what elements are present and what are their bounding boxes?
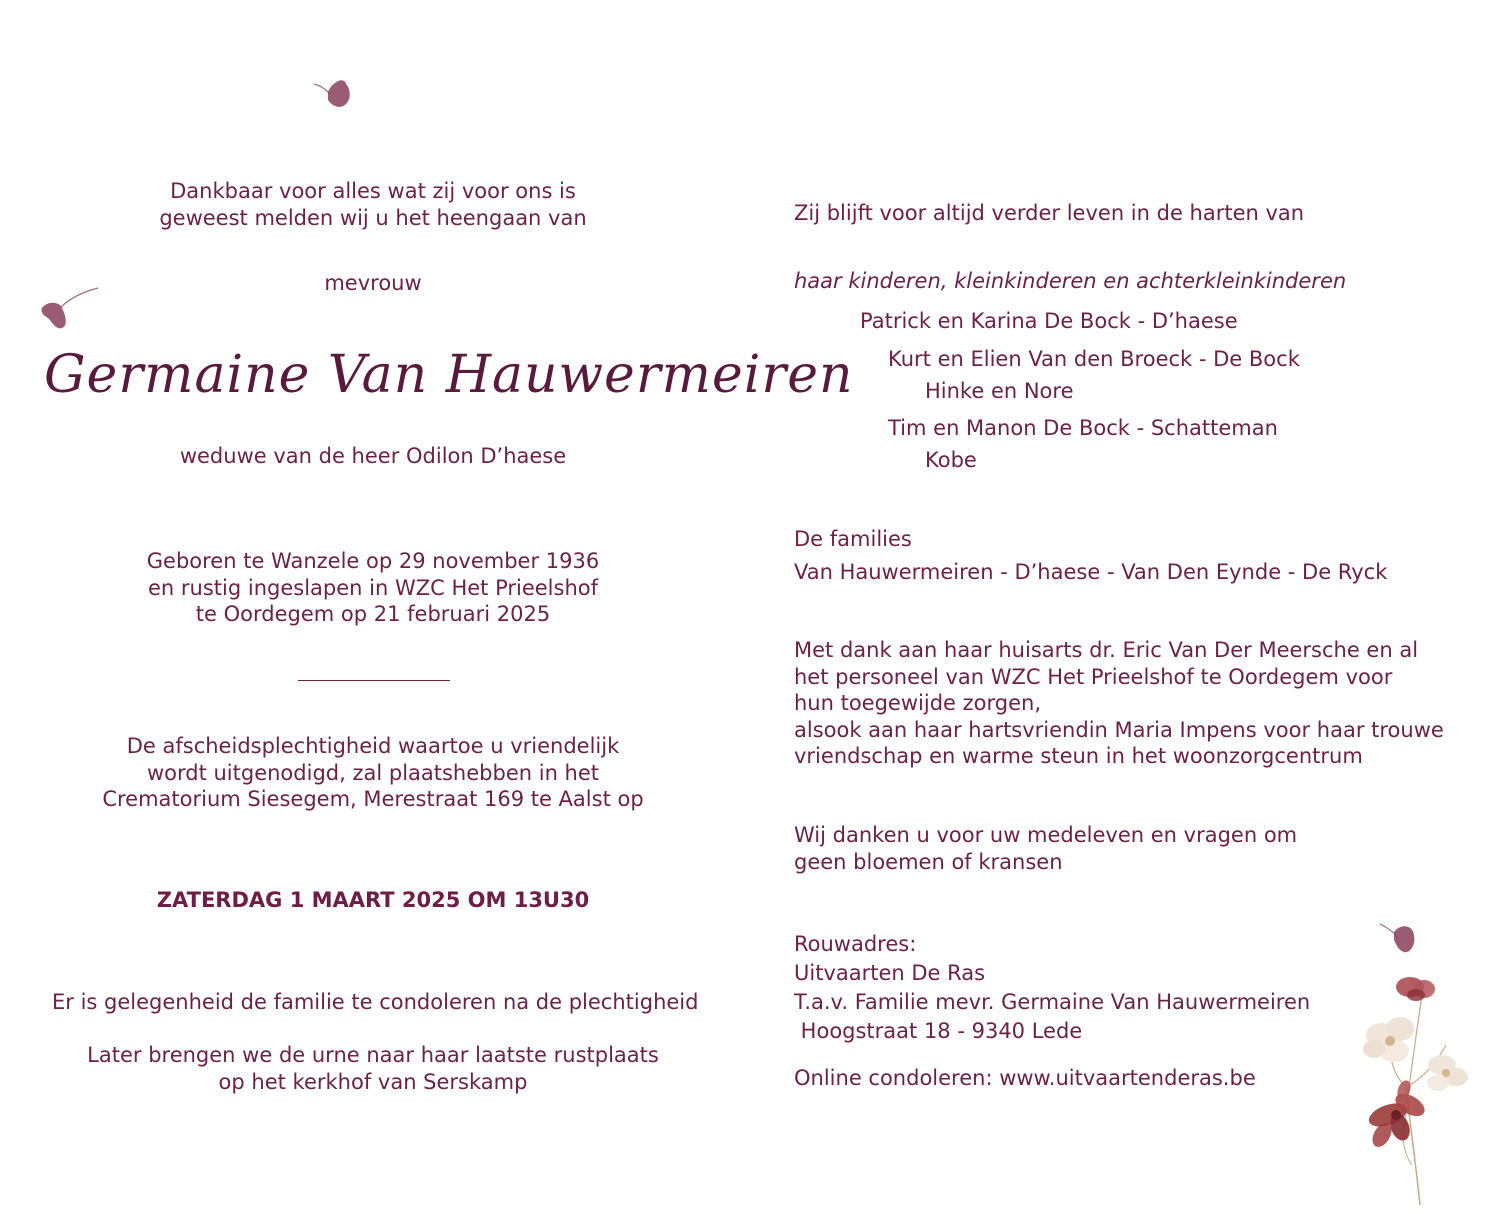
flowers-note: [794, 822, 1297, 875]
thanks-line: vriendschap en warme steun in het woonzorgcentrum: [794, 744, 1363, 768]
address-line: Hoogstraat 18 - 9340 Lede: [794, 1019, 1083, 1043]
title-prefix: mevrouw: [324, 271, 422, 295]
family-child: Patrick en Karina De Bock - D’haese: [860, 309, 1238, 333]
ceremony-line: De afscheidsplechtigheid waartoe u vriendelijk: [126, 734, 620, 758]
lives-on-text: Zij blijft voor altijd verder leven in de harten van: [794, 201, 1305, 225]
ceremony-line: Crematorium Siesegem, Merestraat 169 te Aalst op: [102, 787, 644, 811]
thanks-line: het personeel van WZC Het Prieelshof te Oordegem voor: [794, 664, 1393, 689]
intro-line: geweest melden wij u het heengaan van: [159, 205, 587, 230]
thanks-text: [794, 637, 1444, 770]
family-grandchild: Kurt en Elien Van den Broeck - De Bock: [888, 347, 1300, 371]
deceased-name: Germaine Van Hauwermeiren: [44, 345, 854, 405]
birth-death-text: [52, 548, 694, 628]
petal-icon: [1378, 920, 1420, 958]
petal-icon: [312, 76, 354, 112]
flower-bouquet-icon: [1360, 965, 1470, 1210]
birth-death-line: te Oordegem op 21 februari 2025: [195, 602, 551, 626]
address-line: Uitvaarten De Ras: [794, 961, 986, 985]
intro-line: Dankbaar voor alles wat zij voor ons is: [170, 179, 576, 203]
intro-text: [52, 178, 694, 231]
address-line: T.a.v. Familie mevr. Germaine Van Hauwermeiren: [794, 990, 1311, 1014]
birth-death-line: Geboren te Wanzele op 29 november 1936: [146, 549, 600, 573]
condolence-note: Er is gelegenheid de familie te condoleren na de plechtigheid: [52, 990, 699, 1014]
divider-line: [298, 680, 450, 681]
thanks-line: alsook aan haar hartsvriendin Maria Impens voor haar trouwe: [794, 717, 1444, 742]
ceremony-text: [52, 733, 694, 813]
ceremony-datetime: ZATERDAG 1 MAART 2025 OM 13U30: [156, 888, 590, 912]
online-condolence-link[interactable]: Online condoleren: www.uitvaartenderas.be: [794, 1066, 1256, 1090]
birth-death-line: en rustig ingeslapen in WZC Het Prieelshof: [148, 575, 598, 600]
ceremony-line: wordt uitgenodigd, zal plaatshebben in het: [146, 760, 600, 785]
mourning-address: [794, 930, 1310, 1046]
families-label: De families: [794, 527, 912, 551]
family-grandchild: Tim en Manon De Bock - Schatteman: [888, 416, 1278, 440]
urn-note-line: Later brengen we de urne naar haar laatste rustplaats: [87, 1043, 659, 1067]
address-line: Rouwadres:: [794, 932, 917, 956]
families-names: Van Hauwermeiren - D’haese - Van Den Eynde - De Ryck: [794, 560, 1388, 584]
urn-note-line: op het kerkhof van Serskamp: [218, 1069, 528, 1094]
flowers-note-line: geen bloemen of kransen: [794, 849, 1063, 874]
family-great-grandchild: Hinke en Nore: [925, 379, 1074, 403]
urn-note: [52, 1042, 694, 1095]
family-great-grandchild: Kobe: [925, 448, 977, 472]
thanks-line: Met dank aan haar huisarts dr. Eric Van Der Meersche en al: [794, 638, 1419, 662]
flowers-note-line: Wij danken u voor uw medeleven en vragen om: [794, 823, 1298, 847]
family-heading: haar kinderen, kleinkinderen en achterkleinkinderen: [794, 269, 1347, 293]
widow-line: weduwe van de heer Odilon D’haese: [179, 444, 567, 468]
thanks-line: hun toegewijde zorgen,: [794, 691, 1041, 715]
